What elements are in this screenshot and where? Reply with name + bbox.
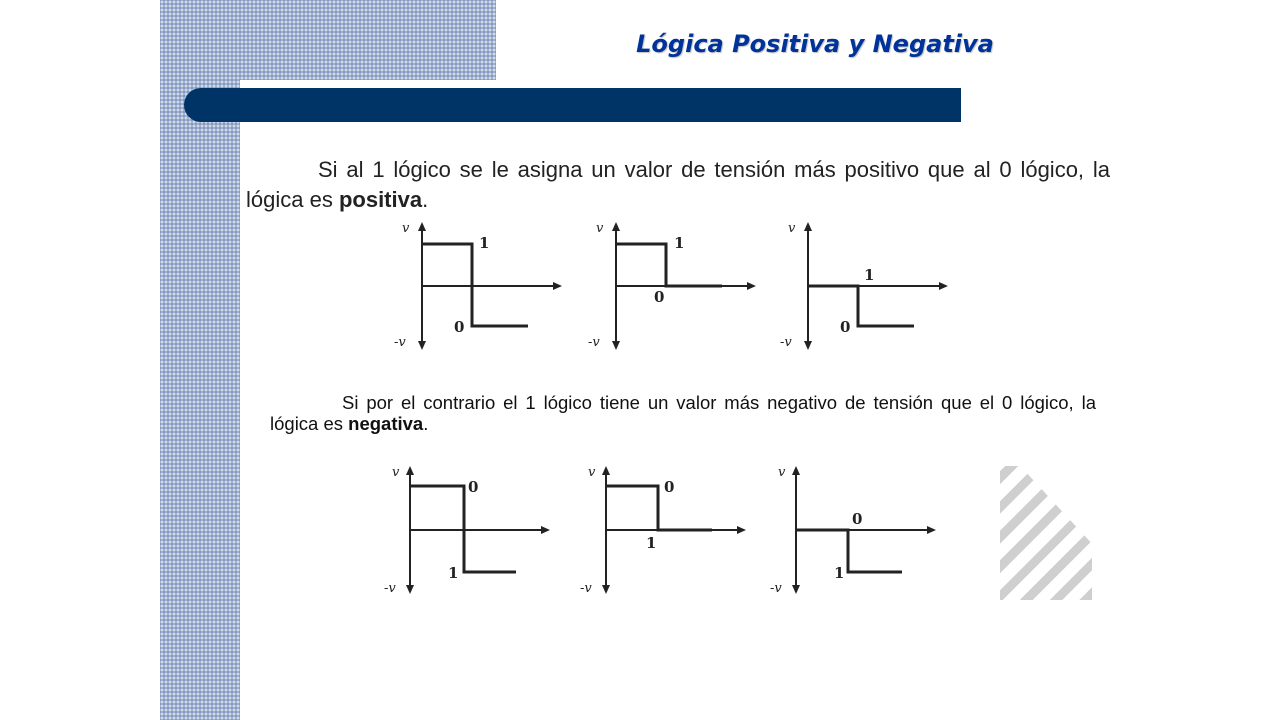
negative-diagram-3 (766, 462, 946, 602)
x-axis-arrow (541, 526, 550, 534)
high-level-label: 1 (479, 234, 490, 252)
paragraph-positive-end: . (422, 187, 429, 212)
slide-title: Lógica Positiva y Negativa (636, 30, 994, 58)
high-level-label: 1 (864, 266, 875, 284)
logic-waveform (808, 286, 914, 326)
v-axis-label: v (402, 221, 410, 236)
y-axis-arrow-up (792, 466, 800, 475)
x-axis-arrow (747, 282, 756, 290)
y-axis-arrow-down (418, 341, 426, 350)
x-axis-arrow (553, 282, 562, 290)
y-axis-arrow-down (602, 585, 610, 594)
y-axis-arrow-down (406, 585, 414, 594)
low-level-label: 0 (840, 318, 851, 336)
v-axis-label: v (392, 465, 400, 480)
y-axis-arrow-down (612, 341, 620, 350)
low-level-label: 0 (454, 318, 465, 336)
neg-v-axis-label: -v (384, 581, 396, 596)
x-axis-arrow (939, 282, 948, 290)
neg-v-axis-label: -v (588, 335, 600, 350)
high-level-label: 0 (852, 510, 863, 528)
title-bar (184, 88, 961, 122)
neg-v-axis-label: -v (394, 335, 406, 350)
y-axis-arrow-up (612, 222, 620, 231)
positive-diagram-3 (778, 218, 958, 358)
paragraph-positive-text: Si al 1 lógico se le asigna un valor de tensión más positivo que al 0 lógico, la lógica es (246, 157, 1110, 212)
logic-waveform (606, 486, 712, 530)
low-level-label: 0 (654, 288, 665, 306)
paragraph-negative-text: Si por el contrario el 1 lógico tiene un valor más negativo de tensión que el 0 lógico, la lógica es (270, 392, 1096, 434)
positive-keyword: positiva (338, 187, 423, 212)
low-level-label: 1 (834, 564, 845, 582)
top-pattern-block (240, 0, 496, 80)
neg-v-axis-label: -v (780, 335, 792, 350)
high-level-label: 1 (674, 234, 685, 252)
negative-diagram-1 (380, 462, 560, 602)
high-level-label: 0 (468, 478, 479, 496)
y-axis-arrow-up (804, 222, 812, 231)
y-axis-arrow-up (406, 466, 414, 475)
neg-v-axis-label: -v (770, 581, 782, 596)
low-level-label: 1 (646, 534, 657, 552)
low-level-label: 1 (448, 564, 459, 582)
y-axis-arrow-down (804, 341, 812, 350)
x-axis-arrow (737, 526, 746, 534)
paragraph-positive-logic (246, 155, 1110, 215)
negative-keyword: negativa (348, 413, 424, 434)
v-axis-label: v (778, 465, 786, 480)
negative-diagram-2 (576, 462, 756, 602)
x-axis-arrow (927, 526, 936, 534)
y-axis-arrow-up (418, 222, 426, 231)
logic-waveform (796, 530, 902, 572)
neg-v-axis-label: -v (580, 581, 592, 596)
paragraph-negative-logic (270, 392, 1096, 434)
v-axis-label: v (788, 221, 796, 236)
y-axis-arrow-up (602, 466, 610, 475)
paragraph-negative-end: . (423, 413, 429, 434)
v-axis-label: v (596, 221, 604, 236)
y-axis-arrow-down (792, 585, 800, 594)
v-axis-label: v (588, 465, 596, 480)
positive-diagram-1 (392, 218, 572, 358)
logic-waveform (616, 244, 722, 286)
positive-diagram-2 (586, 218, 766, 358)
high-level-label: 0 (664, 478, 675, 496)
